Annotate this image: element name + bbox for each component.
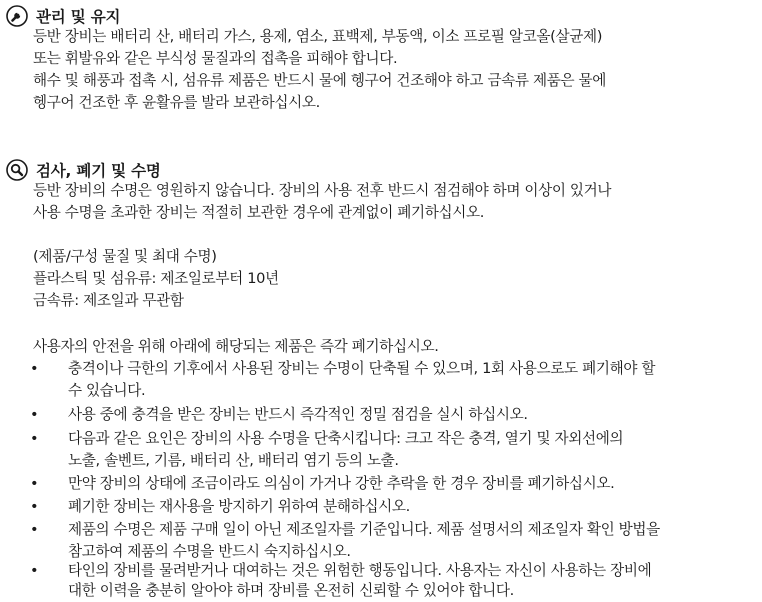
bullet-marker: •: [30, 562, 39, 579]
care-section-title: 관리 및 유지: [36, 8, 121, 26]
inspection-line-2: 사용 수명을 초과한 장비는 적절히 보관한 경우에 관계없이 폐기하십시오.: [33, 204, 485, 221]
care-line-1: 등반 장비는 배터리 산, 배터리 가스, 용제, 염소, 표백제, 부동액, 이소 프로필 알코올(살균제): [33, 28, 603, 45]
bullet-marker: •: [30, 430, 39, 447]
bullet-marker: •: [30, 475, 39, 492]
bullet-text: 폐기한 장비는 재사용을 방지하기 위하여 분해하십시오.: [68, 498, 410, 515]
care-line-3: 해수 및 해풍과 접촉 시, 섬유류 제품은 반드시 물에 헹구어 건조해야 하고 금속류 제품은 물에: [33, 72, 606, 89]
inspection-section-title: 검사, 폐기 및 수명: [36, 162, 161, 180]
care-line-4: 헹구어 건조한 후 윤활유를 발라 보관하십시오.: [33, 94, 320, 111]
lifespan-header: (제품/구성 물질 및 최대 수명): [33, 248, 217, 265]
inspection-section-header: [6, 158, 161, 182]
bullet-text: 다음과 같은 요인은 장비의 사용 수명을 단축시킵니다: 크고 작은 충격, 열기 및 자외선에의: [68, 430, 624, 447]
bullet-marker: •: [30, 360, 39, 377]
bullet-text: 수 있습니다.: [68, 382, 146, 399]
bullet-text: 사용 중에 충격을 받은 장비는 반드시 즉각적인 정밀 점검을 실시 하십시오.: [68, 406, 528, 423]
discard-intro: 사용자의 안전을 위해 아래에 해당되는 제품은 즉각 폐기하십시오.: [33, 338, 439, 355]
bullet-marker: •: [30, 498, 39, 515]
bullet-marker: •: [30, 406, 39, 423]
lifespan-metal: 금속류: 제조일과 무관함: [33, 292, 184, 309]
bullet-text: 참고하여 제품의 수명을 반드시 숙지하십시오.: [68, 543, 351, 560]
care-line-2: 또는 휘발유와 같은 부식성 물질과의 접촉을 피해야 합니다.: [33, 50, 398, 67]
bullet-marker: •: [30, 521, 39, 538]
bullet-text: 만약 장비의 상태에 조금이라도 의심이 가거나 강한 추락을 한 경우 장비를 폐기하십시오.: [68, 475, 615, 492]
inspection-line-1: 등반 장비의 수명은 영원하지 않습니다. 장비의 사용 전후 반드시 점검해야 하며 이상이 있거나: [33, 182, 612, 199]
bullet-text: 대한 이력을 충분히 알아야 하며 장비를 온전히 신뢰할 수 있어야 합니다.: [68, 582, 514, 599]
wrench-icon: [6, 5, 28, 27]
lifespan-plastic-textile: 플라스틱 및 섬유류: 제조일로부터 10년: [33, 270, 279, 287]
care-section-header: [6, 4, 120, 28]
bullet-text: 노출, 솔벤트, 기름, 배터리 산, 배터리 염기 등의 노출.: [68, 452, 399, 469]
bullet-text: 제품의 수명은 제품 구매 일이 아닌 제조일자를 기준입니다. 제품 설명서의 제조일자 확인 방법을: [68, 521, 660, 538]
magnifier-icon: [6, 159, 28, 181]
bullet-text: 타인의 장비를 물려받거나 대여하는 것은 위험한 행동입니다. 사용자는 자신이 사용하는 장비에: [68, 562, 652, 579]
bullet-text: 충격이나 극한의 기후에서 사용된 장비는 수명이 단축될 수 있으며, 1회 사용으로도 폐기해야 할: [68, 360, 656, 377]
